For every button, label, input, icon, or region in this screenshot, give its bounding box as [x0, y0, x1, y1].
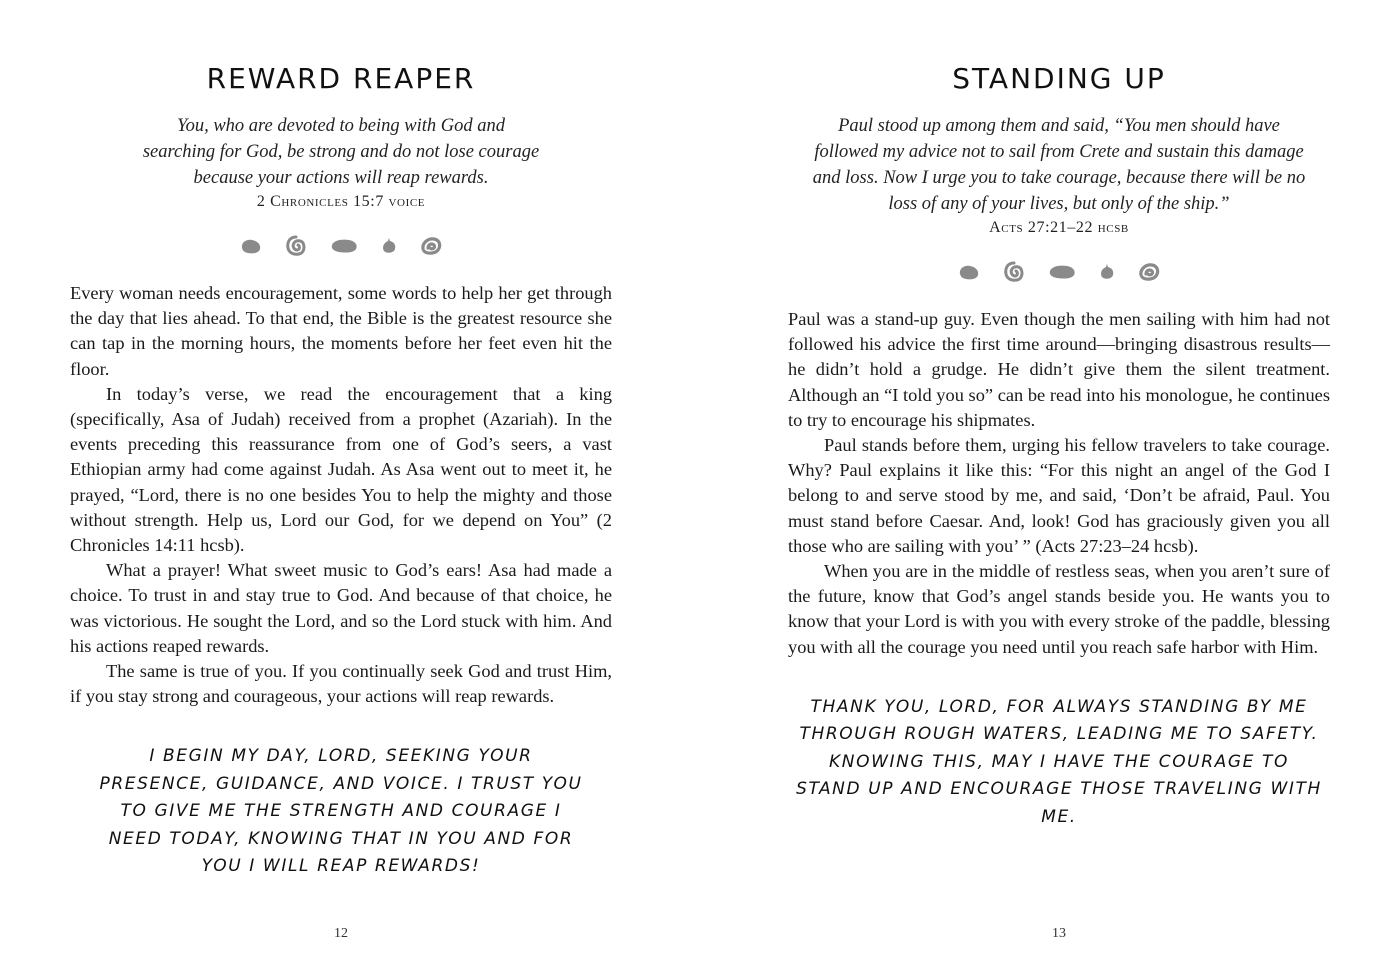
- scripture-reference: 2 Chronicles 15:7 voice: [256, 193, 426, 210]
- blob-icon: [239, 236, 263, 256]
- page-title: STANDING UP: [952, 62, 1166, 95]
- scripture-reference: Acts 27:21–22 hcsb: [989, 219, 1129, 236]
- body-text: [70, 281, 612, 709]
- closing-prayer: I BEGIN MY DAY, LORD, SEEKING YOUR PRESENCE, GUIDANCE, AND VOICE. I TRUST YOU TO GIVE ME THE STRENGTH AND COURAGE I NEED TODAY, KNOWING THAT IN YOU AND FOR YOU I WILL REAP REWARDS!: [99, 746, 583, 877]
- left-page: [70, 0, 612, 980]
- body-paragraph: What a prayer! What sweet music to God’s ears! Asa had made a choice. To trust in and stay true to God. And because of that choice, he was victorious. He sought the Lord, and so the Lord stuck with him. And his actions reaped rewards.: [70, 560, 612, 656]
- blob-icon: [957, 262, 981, 282]
- dot-icon: [381, 237, 397, 255]
- body-paragraph: When you are in the middle of restless seas, when you aren’t sure of the future, know that God’s angel stands beside you. He wants you to know that your Lord is with you with every stroke of the paddle, blessing you with all the courage you need until you reach safe harbor with Him.: [788, 561, 1330, 657]
- scripture-verse: You, who are devoted to being with God and searching for God, be strong and do not lose courage because your actions will reap rewards.: [142, 116, 540, 188]
- page-number: 13: [1052, 926, 1066, 941]
- oval-blob-icon: [329, 237, 359, 255]
- body-paragraph: The same is true of you. If you continually seek God and trust Him, if you stay strong and courageous, your actions will reap rewards.: [70, 661, 612, 707]
- ornament-divider: [70, 233, 612, 259]
- body-text: [788, 307, 1330, 660]
- body-paragraph: In today’s verse, we read the encouragement that a king (specifically, Asa of Judah) received from a prophet (Azariah). In the events preceding this reassurance from one of God’s seers, a vast Ethiopian army had come against Judah. As Asa went out to meet it, he prayed, “Lord, there is no one besides You to help the mighty and those without strength. Help us, Lord our God, for we depend on You” (2 Chronicles 14:11 hcsb).: [70, 383, 612, 556]
- body-paragraph: Paul was a stand-up guy. Even though the men sailing with him had not followed his advice the first time around—bringing disastrous results—he didn’t hold a grudge. He didn’t give them the silent treatment. Although an “I told you so” can be read into his monologue, he continues to try to encourage his shipmates.: [788, 309, 1330, 430]
- body-paragraph: Every woman needs encouragement, some words to help her get through the day that lies ahead. To that end, the Bible is the greatest resource she can tap in the morning hours, the moments before her feet even hit the floor.: [70, 283, 612, 379]
- scribble-icon: [419, 235, 443, 257]
- page-number: 12: [334, 926, 348, 941]
- right-page: [788, 0, 1330, 980]
- ornament-divider: [788, 259, 1330, 285]
- swirl-icon: [285, 234, 307, 258]
- scripture-verse: Paul stood up among them and said, “You men should have followed my advice not to sail from Crete and sustain this damage and loss. Now I urge you to take courage, because there will be no loss of any of your lives, but only of the ship.”: [812, 116, 1306, 214]
- closing-prayer: THANK YOU, LORD, FOR ALWAYS STANDING BY ME THROUGH ROUGH WATERS, LEADING ME TO SAFETY. KNOWING THIS, MAY I HAVE THE COURAGE TO STAND UP AND ENCOURAGE THOSE TRAVELING WITH ME.: [796, 696, 1322, 827]
- body-paragraph: Paul stands before them, urging his fellow travelers to take courage. Why? Paul explains it like this: “For this night an angel of the God I belong to and serve stood by me, and said, ‘Don’t be afraid, Paul. You must stand before Caesar. And, look! God has graciously given you all those who are sailing with you’ ” (Acts 27:23–24 hcsb).: [788, 435, 1330, 556]
- scribble-icon: [1137, 261, 1161, 283]
- oval-blob-icon: [1047, 263, 1077, 281]
- dot-icon: [1099, 263, 1115, 281]
- page-title: REWARD REAPER: [206, 62, 476, 95]
- swirl-icon: [1003, 260, 1025, 284]
